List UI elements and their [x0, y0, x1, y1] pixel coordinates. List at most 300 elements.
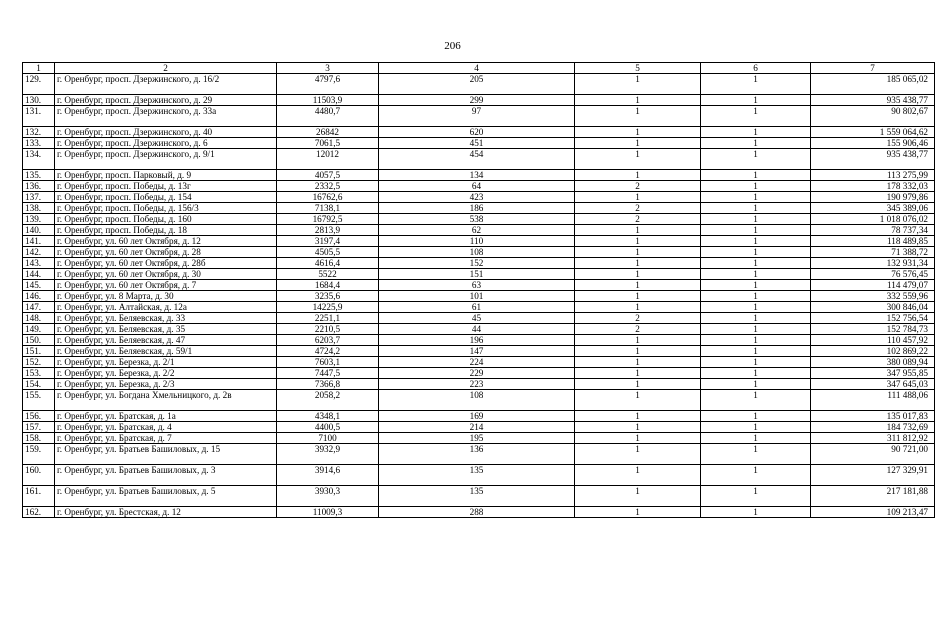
amount-cell: 217 181,88 — [811, 486, 935, 507]
address-cell — [55, 236, 277, 247]
amount-cell: 76 576,45 — [811, 269, 935, 280]
count-cell: 108 — [379, 247, 575, 258]
address-text: г. Оренбург, ул. Братская, д. 4 — [57, 422, 172, 432]
amount-cell: 109 213,47 — [811, 507, 935, 518]
address-cell — [55, 411, 277, 422]
col6-cell: 1 — [701, 390, 811, 411]
col5-cell: 1 — [575, 422, 701, 433]
col5-cell: 1 — [575, 507, 701, 518]
area-cell: 4724,2 — [277, 346, 379, 357]
col5-cell: 1 — [575, 302, 701, 313]
col6-cell: 1 — [701, 149, 811, 170]
col5-cell: 2 — [575, 214, 701, 225]
amount-cell: 184 732,69 — [811, 422, 935, 433]
address-text: г. Оренбург, ул. Братьев Башиловых, д. 3 — [57, 465, 216, 475]
address-cell — [55, 192, 277, 203]
table-row — [23, 247, 935, 258]
header-cell: 1 — [23, 63, 55, 74]
address-text: г. Оренбург, просп. Победы, д. 13г — [57, 181, 191, 191]
count-cell: 214 — [379, 422, 575, 433]
count-cell: 454 — [379, 149, 575, 170]
row-number: 154. — [23, 379, 55, 390]
area-cell: 3197,4 — [277, 236, 379, 247]
count-cell: 135 — [379, 465, 575, 486]
row-number: 131. — [23, 106, 55, 127]
count-cell: 205 — [379, 74, 575, 95]
col5-cell: 1 — [575, 236, 701, 247]
table-row — [23, 258, 935, 269]
col6-cell: 1 — [701, 258, 811, 269]
row-number: 152. — [23, 357, 55, 368]
address-text: г. Оренбург, ул. 60 лет Октября, д. 7 — [57, 280, 197, 290]
col6-cell: 1 — [701, 127, 811, 138]
address-cell — [55, 346, 277, 357]
address-text: г. Оренбург, просп. Дзержинского, д. 6 — [57, 138, 208, 148]
address-cell — [55, 422, 277, 433]
row-number: 133. — [23, 138, 55, 149]
table-row — [23, 390, 935, 411]
row-number: 132. — [23, 127, 55, 138]
address-cell — [55, 127, 277, 138]
amount-cell: 380 089,94 — [811, 357, 935, 368]
table-row — [23, 422, 935, 433]
table-row — [23, 346, 935, 357]
address-text: г. Оренбург, ул. Беляевская, д. 47 — [57, 335, 186, 345]
address-text: г. Оренбург, ул. Беляевская, д. 35 — [57, 324, 186, 334]
address-cell — [55, 106, 277, 127]
area-cell: 4057,5 — [277, 170, 379, 181]
col6-cell: 1 — [701, 95, 811, 106]
count-cell: 224 — [379, 357, 575, 368]
col6-cell: 1 — [701, 324, 811, 335]
area-cell: 2251,1 — [277, 313, 379, 324]
address-text: г. Оренбург, ул. 8 Марта, д. 30 — [57, 291, 174, 301]
data-table — [22, 62, 935, 518]
count-cell: 108 — [379, 390, 575, 411]
row-number: 150. — [23, 335, 55, 346]
amount-cell: 347 955,85 — [811, 368, 935, 379]
amount-cell: 102 869,22 — [811, 346, 935, 357]
count-cell: 45 — [379, 313, 575, 324]
row-number: 159. — [23, 444, 55, 465]
table-row — [23, 236, 935, 247]
amount-cell: 345 389,06 — [811, 203, 935, 214]
address-cell — [55, 247, 277, 258]
row-number: 161. — [23, 486, 55, 507]
col5-cell: 1 — [575, 74, 701, 95]
col5-cell: 1 — [575, 357, 701, 368]
row-number: 149. — [23, 324, 55, 335]
col5-cell: 1 — [575, 291, 701, 302]
table-row — [23, 106, 935, 127]
col5-cell: 2 — [575, 313, 701, 324]
address-cell — [55, 486, 277, 507]
area-cell: 4480,7 — [277, 106, 379, 127]
address-text: г. Оренбург, ул. Беляевская, д. 33 — [57, 313, 186, 323]
address-text: г. Оренбург, ул. Богдана Хмельницкого, д. 2в — [57, 390, 232, 400]
count-cell: 152 — [379, 258, 575, 269]
col6-cell: 1 — [701, 379, 811, 390]
col6-cell: 1 — [701, 247, 811, 258]
row-number: 148. — [23, 313, 55, 324]
count-cell: 135 — [379, 486, 575, 507]
amount-cell: 935 438,77 — [811, 95, 935, 106]
count-cell: 134 — [379, 170, 575, 181]
address-cell — [55, 74, 277, 95]
col5-cell: 1 — [575, 95, 701, 106]
table-row — [23, 149, 935, 170]
address-text: г. Оренбург, просп. Победы, д. 18 — [57, 225, 187, 235]
table-row — [23, 379, 935, 390]
area-cell: 11009,3 — [277, 507, 379, 518]
count-cell: 288 — [379, 507, 575, 518]
col6-cell: 1 — [701, 335, 811, 346]
address-cell — [55, 313, 277, 324]
table-row — [23, 225, 935, 236]
table-row — [23, 335, 935, 346]
address-cell — [55, 95, 277, 106]
col6-cell: 1 — [701, 433, 811, 444]
col5-cell: 1 — [575, 138, 701, 149]
count-cell: 186 — [379, 203, 575, 214]
count-cell: 620 — [379, 127, 575, 138]
col6-cell: 1 — [701, 313, 811, 324]
address-cell — [55, 379, 277, 390]
row-number: 140. — [23, 225, 55, 236]
col6-cell: 1 — [701, 269, 811, 280]
address-cell — [55, 335, 277, 346]
amount-cell: 110 457,92 — [811, 335, 935, 346]
address-text: г. Оренбург, ул. Березка, д. 2/2 — [57, 368, 175, 378]
count-cell: 299 — [379, 95, 575, 106]
count-cell: 423 — [379, 192, 575, 203]
col6-cell: 1 — [701, 236, 811, 247]
area-cell: 4505,5 — [277, 247, 379, 258]
address-text: г. Оренбург, ул. 60 лет Октября, д. 12 — [57, 236, 201, 246]
table-row — [23, 433, 935, 444]
header-cell: 6 — [701, 63, 811, 74]
address-cell — [55, 258, 277, 269]
address-text: г. Оренбург, просп. Дзержинского, д. 33а — [57, 106, 217, 116]
col5-cell: 1 — [575, 247, 701, 258]
address-cell — [55, 280, 277, 291]
col5-cell: 1 — [575, 465, 701, 486]
row-number: 136. — [23, 181, 55, 192]
area-cell: 3930,3 — [277, 486, 379, 507]
row-number: 142. — [23, 247, 55, 258]
row-number: 134. — [23, 149, 55, 170]
amount-cell: 114 479,07 — [811, 280, 935, 291]
row-number: 135. — [23, 170, 55, 181]
amount-cell: 1 018 076,02 — [811, 214, 935, 225]
count-cell: 101 — [379, 291, 575, 302]
address-text: г. Оренбург, просп. Победы, д. 154 — [57, 192, 192, 202]
address-text: г. Оренбург, просп. Дзержинского, д. 9/1 — [57, 149, 215, 159]
header-cell: 3 — [277, 63, 379, 74]
address-text: г. Оренбург, ул. Брестская, д. 12 — [57, 507, 181, 517]
col6-cell: 1 — [701, 192, 811, 203]
count-cell: 223 — [379, 379, 575, 390]
col5-cell: 1 — [575, 335, 701, 346]
col6-cell: 1 — [701, 225, 811, 236]
table-row — [23, 368, 935, 379]
table-row — [23, 269, 935, 280]
address-cell — [55, 291, 277, 302]
col6-cell: 1 — [701, 368, 811, 379]
row-number: 141. — [23, 236, 55, 247]
amount-cell: 127 329,91 — [811, 465, 935, 486]
amount-cell: 190 979,86 — [811, 192, 935, 203]
amount-cell: 935 438,77 — [811, 149, 935, 170]
area-cell: 7100 — [277, 433, 379, 444]
address-text: г. Оренбург, ул. 60 лет Октября, д. 28б — [57, 258, 206, 268]
amount-cell: 113 275,99 — [811, 170, 935, 181]
row-number: 153. — [23, 368, 55, 379]
table-row — [23, 192, 935, 203]
address-text: г. Оренбург, просп. Победы, д. 160 — [57, 214, 192, 224]
area-cell: 4616,4 — [277, 258, 379, 269]
table-row — [23, 411, 935, 422]
col6-cell: 1 — [701, 203, 811, 214]
col6-cell: 1 — [701, 74, 811, 95]
count-cell: 538 — [379, 214, 575, 225]
table-row — [23, 291, 935, 302]
col5-cell: 1 — [575, 444, 701, 465]
table-row — [23, 170, 935, 181]
table-row — [23, 74, 935, 95]
col6-cell: 1 — [701, 486, 811, 507]
col5-cell: 1 — [575, 280, 701, 291]
col5-cell: 2 — [575, 203, 701, 214]
address-text: г. Оренбург, ул. 60 лет Октября, д. 30 — [57, 269, 201, 279]
row-number: 157. — [23, 422, 55, 433]
row-number: 155. — [23, 390, 55, 411]
amount-cell: 132 931,34 — [811, 258, 935, 269]
count-cell: 196 — [379, 335, 575, 346]
col5-cell: 1 — [575, 258, 701, 269]
table-row — [23, 138, 935, 149]
address-cell — [55, 170, 277, 181]
count-cell: 151 — [379, 269, 575, 280]
area-cell: 14225,9 — [277, 302, 379, 313]
col5-cell: 1 — [575, 411, 701, 422]
col6-cell: 1 — [701, 346, 811, 357]
table-row — [23, 280, 935, 291]
area-cell: 7061,5 — [277, 138, 379, 149]
address-text: г. Оренбург, просп. Дзержинского, д. 40 — [57, 127, 213, 137]
page-number: 206 — [444, 40, 461, 52]
table-row — [23, 127, 935, 138]
address-cell — [55, 507, 277, 518]
area-cell: 3914,6 — [277, 465, 379, 486]
address-text: г. Оренбург, ул. Беляевская, д. 59/1 — [57, 346, 193, 356]
col5-cell: 1 — [575, 379, 701, 390]
table-row — [23, 465, 935, 486]
area-cell: 4348,1 — [277, 411, 379, 422]
table-row — [23, 302, 935, 313]
header-row — [23, 63, 935, 74]
amount-cell: 90 802,67 — [811, 106, 935, 127]
address-cell — [55, 302, 277, 313]
area-cell: 1684,4 — [277, 280, 379, 291]
address-text: г. Оренбург, просп. Дзержинского, д. 16/2 — [57, 74, 220, 84]
address-text: г. Оренбург, ул. 60 лет Октября, д. 28 — [57, 247, 201, 257]
address-cell — [55, 324, 277, 335]
col5-cell: 1 — [575, 346, 701, 357]
count-cell: 147 — [379, 346, 575, 357]
amount-cell: 332 559,96 — [811, 291, 935, 302]
row-number: 151. — [23, 346, 55, 357]
area-cell: 2813,9 — [277, 225, 379, 236]
row-number: 137. — [23, 192, 55, 203]
col6-cell: 1 — [701, 280, 811, 291]
area-cell: 5522 — [277, 269, 379, 280]
area-cell: 11503,9 — [277, 95, 379, 106]
col6-cell: 1 — [701, 465, 811, 486]
area-cell: 2332,5 — [277, 181, 379, 192]
col6-cell: 1 — [701, 444, 811, 465]
table-row — [23, 507, 935, 518]
row-number: 156. — [23, 411, 55, 422]
address-text: г. Оренбург, просп. Победы, д. 156/3 — [57, 203, 199, 213]
row-number: 146. — [23, 291, 55, 302]
amount-cell: 1 559 064,62 — [811, 127, 935, 138]
amount-cell: 90 721,00 — [811, 444, 935, 465]
area-cell: 6203,7 — [277, 335, 379, 346]
col6-cell: 1 — [701, 291, 811, 302]
col6-cell: 1 — [701, 214, 811, 225]
col5-cell: 1 — [575, 149, 701, 170]
area-cell: 16762,6 — [277, 192, 379, 203]
count-cell: 229 — [379, 368, 575, 379]
amount-cell: 118 489,85 — [811, 236, 935, 247]
count-cell: 44 — [379, 324, 575, 335]
col5-cell: 2 — [575, 324, 701, 335]
address-cell — [55, 181, 277, 192]
row-number: 138. — [23, 203, 55, 214]
address-text: г. Оренбург, ул. Братская, д. 7 — [57, 433, 172, 443]
area-cell: 3932,9 — [277, 444, 379, 465]
table-row — [23, 357, 935, 368]
table-row — [23, 486, 935, 507]
row-number: 160. — [23, 465, 55, 486]
row-number: 162. — [23, 507, 55, 518]
area-cell: 2210,5 — [277, 324, 379, 335]
count-cell: 136 — [379, 444, 575, 465]
address-text: г. Оренбург, ул. Братская, д. 1а — [57, 411, 176, 421]
col5-cell: 1 — [575, 269, 701, 280]
header-cell: 4 — [379, 63, 575, 74]
col5-cell: 1 — [575, 192, 701, 203]
address-cell — [55, 357, 277, 368]
address-text: г. Оренбург, ул. Алтайская, д. 12а — [57, 302, 187, 312]
col5-cell: 2 — [575, 181, 701, 192]
col5-cell: 1 — [575, 390, 701, 411]
header-cell: 2 — [55, 63, 277, 74]
col5-cell: 1 — [575, 486, 701, 507]
row-number: 130. — [23, 95, 55, 106]
count-cell: 64 — [379, 181, 575, 192]
amount-cell: 155 906,46 — [811, 138, 935, 149]
col5-cell: 1 — [575, 127, 701, 138]
address-text: г. Оренбург, просп. Парковый, д. 9 — [57, 170, 192, 180]
col6-cell: 1 — [701, 138, 811, 149]
address-cell — [55, 138, 277, 149]
col5-cell: 1 — [575, 368, 701, 379]
area-cell: 12012 — [277, 149, 379, 170]
address-text: г. Оренбург, просп. Дзержинского, д. 29 — [57, 95, 213, 105]
table-row — [23, 203, 935, 214]
header-cell: 5 — [575, 63, 701, 74]
area-cell: 7366,8 — [277, 379, 379, 390]
amount-cell: 347 645,03 — [811, 379, 935, 390]
address-cell — [55, 149, 277, 170]
amount-cell: 78 737,34 — [811, 225, 935, 236]
table-row — [23, 214, 935, 225]
header-cell: 7 — [811, 63, 935, 74]
address-cell — [55, 203, 277, 214]
amount-cell: 71 388,72 — [811, 247, 935, 258]
address-text: г. Оренбург, ул. Братьев Башиловых, д. 15 — [57, 444, 221, 454]
address-cell — [55, 225, 277, 236]
amount-cell: 152 756,54 — [811, 313, 935, 324]
area-cell: 7138,1 — [277, 203, 379, 214]
row-number: 144. — [23, 269, 55, 280]
row-number: 158. — [23, 433, 55, 444]
address-cell — [55, 269, 277, 280]
count-cell: 195 — [379, 433, 575, 444]
col6-cell: 1 — [701, 357, 811, 368]
row-number: 147. — [23, 302, 55, 313]
table-row — [23, 313, 935, 324]
col6-cell: 1 — [701, 302, 811, 313]
area-cell: 2058,2 — [277, 390, 379, 411]
count-cell: 451 — [379, 138, 575, 149]
col6-cell: 1 — [701, 507, 811, 518]
col6-cell: 1 — [701, 170, 811, 181]
area-cell: 4400,5 — [277, 422, 379, 433]
count-cell: 110 — [379, 236, 575, 247]
amount-cell: 311 812,92 — [811, 433, 935, 444]
amount-cell: 111 488,06 — [811, 390, 935, 411]
address-text: г. Оренбург, ул. Березка, д. 2/1 — [57, 357, 175, 367]
amount-cell: 300 846,04 — [811, 302, 935, 313]
count-cell: 169 — [379, 411, 575, 422]
count-cell: 63 — [379, 280, 575, 291]
address-cell — [55, 465, 277, 486]
col5-cell: 1 — [575, 433, 701, 444]
address-cell — [55, 214, 277, 225]
amount-cell: 178 332,03 — [811, 181, 935, 192]
col5-cell: 1 — [575, 225, 701, 236]
address-cell — [55, 390, 277, 411]
area-cell: 26842 — [277, 127, 379, 138]
address-text: г. Оренбург, ул. Березка, д. 2/3 — [57, 379, 175, 389]
area-cell: 7447,5 — [277, 368, 379, 379]
table-row — [23, 181, 935, 192]
col5-cell: 1 — [575, 170, 701, 181]
col6-cell: 1 — [701, 422, 811, 433]
address-cell — [55, 433, 277, 444]
col6-cell: 1 — [701, 411, 811, 422]
address-text: г. Оренбург, ул. Братьев Башиловых, д. 5 — [57, 486, 216, 496]
table-row — [23, 95, 935, 106]
amount-cell: 135 017,83 — [811, 411, 935, 422]
count-cell: 62 — [379, 225, 575, 236]
address-cell — [55, 368, 277, 379]
area-cell: 16792,5 — [277, 214, 379, 225]
area-cell: 7603,1 — [277, 357, 379, 368]
